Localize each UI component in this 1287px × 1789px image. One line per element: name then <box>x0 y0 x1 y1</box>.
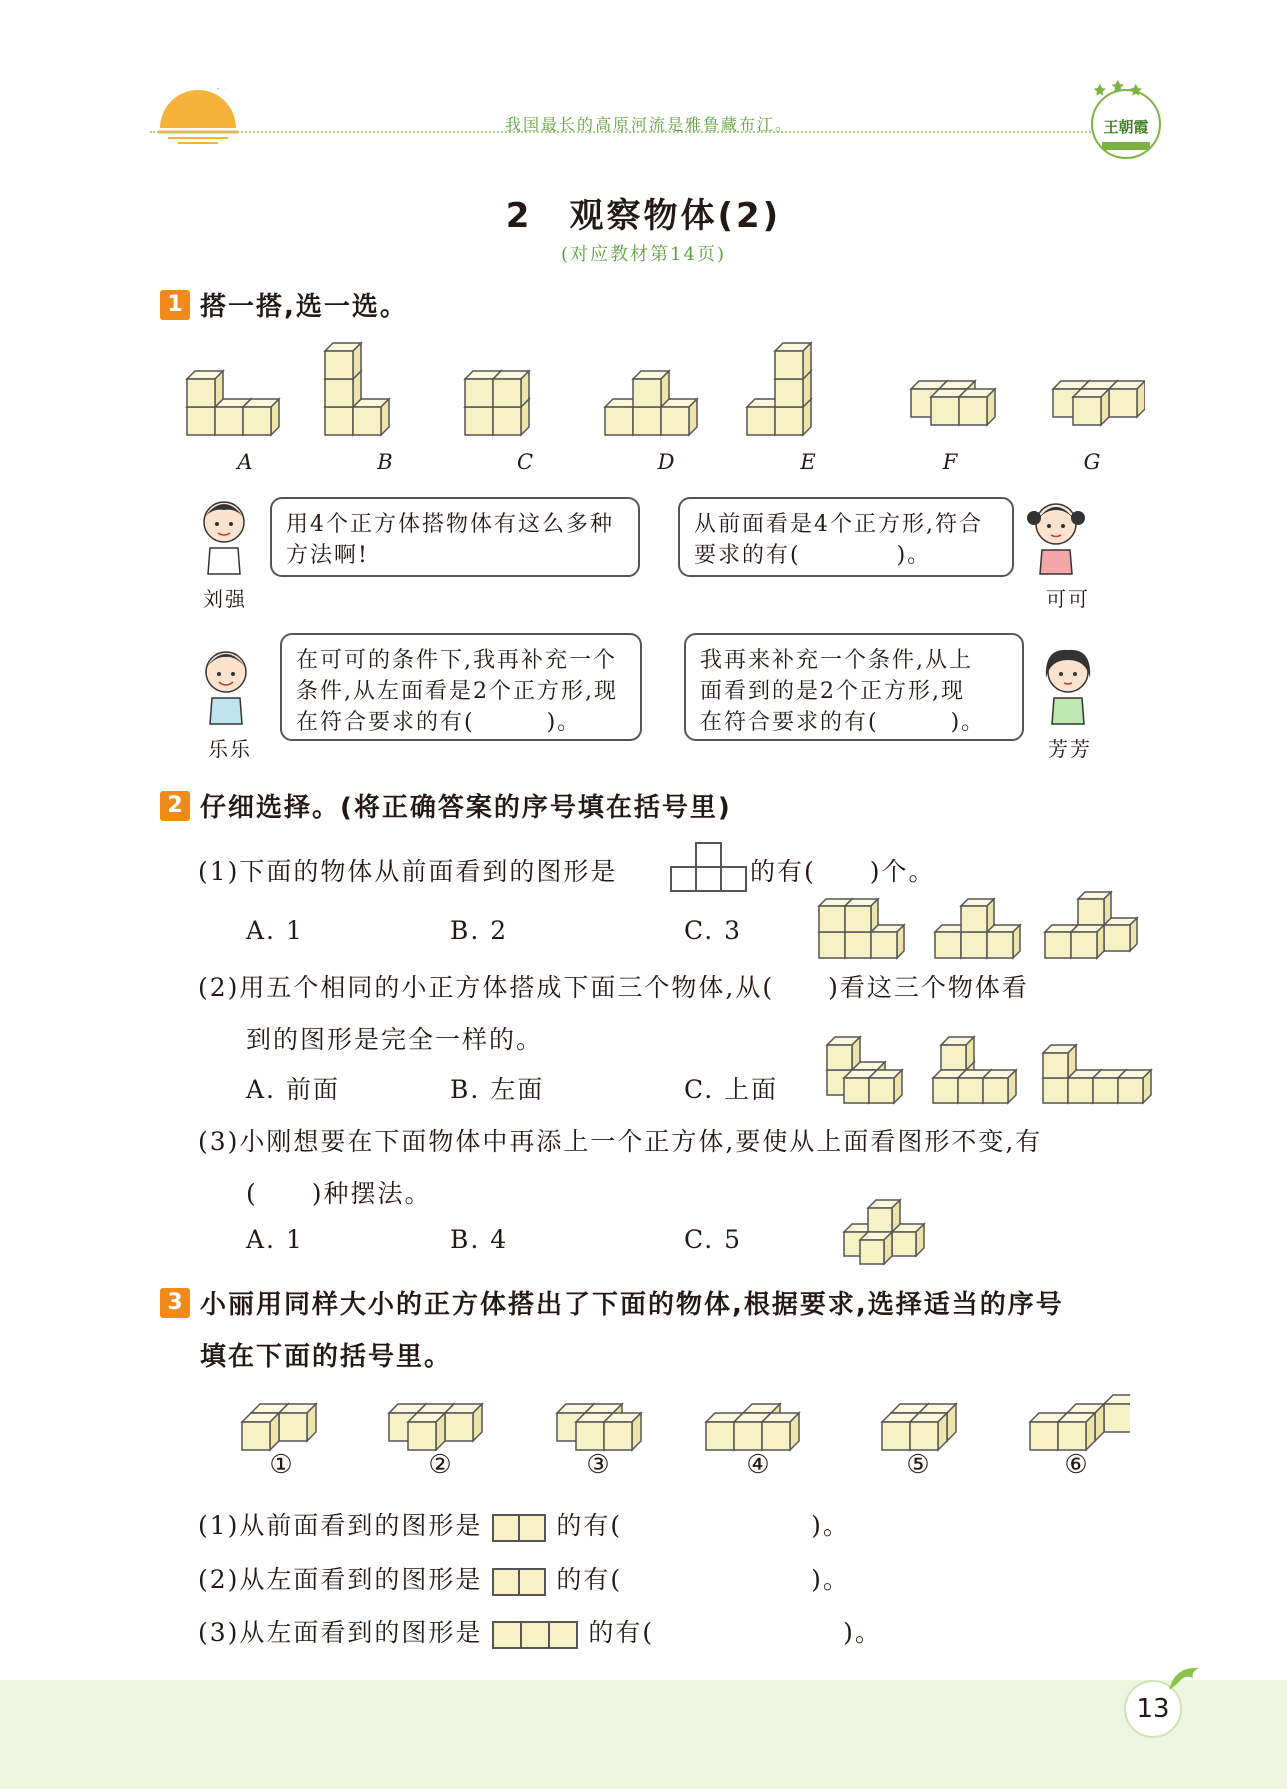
cube-face <box>827 1045 852 1070</box>
cube-face <box>1013 925 1020 958</box>
cube-face <box>845 932 871 958</box>
cube-face <box>819 906 845 932</box>
cube-face <box>935 932 961 958</box>
cube-face <box>1073 397 1101 425</box>
girl-fangfang-avatar <box>1038 644 1098 726</box>
figure-label-d: D <box>657 450 675 474</box>
q3-part2-stem: (2)从左面看到的图形是 <box>198 1565 483 1594</box>
cube-face <box>1093 1078 1118 1103</box>
page-subtitle: (对应教材第14页) <box>561 244 726 265</box>
q2-part1-option-a[interactable]: A. 1 <box>246 916 304 945</box>
keke-speech-bubble <box>678 497 1014 577</box>
cube-face <box>987 932 1013 958</box>
q1-cube-figures <box>185 330 1145 445</box>
cube-face <box>325 379 353 407</box>
cube-face <box>958 1078 983 1103</box>
cube-face <box>734 1422 762 1450</box>
q3-part3-stem: (3)从左面看到的图形是 <box>198 1618 483 1647</box>
bubble-line: 用4个正方体搭物体有这么多种 <box>286 512 614 537</box>
q3-label-1: ① <box>269 1450 293 1480</box>
cube-face <box>215 407 243 435</box>
cube-face <box>325 351 353 379</box>
cube-face <box>279 1413 307 1441</box>
cube-face <box>1130 918 1137 951</box>
cube-face <box>959 397 987 425</box>
q3-label-6: ⑥ <box>1064 1450 1088 1480</box>
figure-label-e: E <box>800 450 816 474</box>
cube-face <box>775 351 803 379</box>
cube-face <box>493 379 521 407</box>
cube-face <box>961 906 987 932</box>
q2-part1-option-b[interactable]: B. 2 <box>450 916 509 945</box>
q2-part1-stem-end: 的有( )个。 <box>750 857 936 886</box>
cube-face <box>1118 1078 1143 1103</box>
q3-label-4: ④ <box>746 1450 770 1480</box>
two-squares-shape <box>492 1511 546 1540</box>
cube-face <box>882 1422 910 1450</box>
publisher-logo <box>1088 78 1164 170</box>
q3-label-5: ⑤ <box>906 1450 930 1480</box>
bubble-line: 我再来补充一个条件,从上 <box>700 648 973 673</box>
q2-part2-objects <box>815 1025 1155 1105</box>
cube-face <box>1030 1422 1058 1450</box>
cube-face <box>819 932 845 958</box>
q3-part1-answer[interactable]: 的有( )。 <box>556 1511 850 1540</box>
q2-part2-option-c[interactable]: C. 上面 <box>684 1075 779 1104</box>
q2-part2-option-a[interactable]: A. 前面 <box>246 1075 340 1104</box>
dolphin-icon <box>1165 1660 1205 1700</box>
q2-part2-stem-line2: 到的图形是完全一样的。 <box>246 1025 544 1054</box>
question-3-title-line2: 填在下面的括号里。 <box>200 1342 453 1372</box>
liuqiang-speech-bubble <box>270 497 640 577</box>
cube-face <box>187 379 215 407</box>
cube-face <box>1104 925 1130 951</box>
question-number-3: 3 <box>160 1288 190 1318</box>
q2-part1-stem: (1)下面的物体从前面看到的图形是 <box>198 857 618 886</box>
cube-face <box>242 1422 270 1450</box>
cube-face <box>465 407 493 435</box>
bubble-line: 面看到的是2个正方形,现 <box>700 679 965 704</box>
keke-name: 可可 <box>1046 587 1090 611</box>
page-title: 2 观察物体(2) <box>505 196 782 236</box>
cube-face <box>465 379 493 407</box>
q3-part2 <box>198 1560 850 1596</box>
q2-part2-option-b[interactable]: B. 左面 <box>450 1075 545 1104</box>
cube-face <box>1043 1053 1068 1078</box>
three-squares-shape <box>492 1618 578 1647</box>
header-motto: 我国最长的高原河流是雅鲁藏布江。 <box>505 115 794 134</box>
q2-part3-option-b[interactable]: B. 4 <box>450 1225 509 1254</box>
bubble-line: 条件,从左面看是2个正方形,现 <box>296 679 618 704</box>
q2-part1-option-c[interactable]: C. 3 <box>684 916 743 945</box>
question-1-title: 搭一搭,选一选。 <box>200 292 408 322</box>
cube-face <box>1043 1078 1068 1103</box>
cube-face <box>633 407 661 435</box>
cube-face <box>325 407 353 435</box>
q3-part3 <box>198 1613 882 1649</box>
q3-part1 <box>198 1506 850 1542</box>
bubble-line: 从前面看是4个正方形,符合 <box>694 512 983 537</box>
cube-face <box>1071 932 1097 958</box>
figure-label-b: B <box>377 450 393 474</box>
question-number-2: 2 <box>160 791 190 821</box>
cube-face <box>661 407 689 435</box>
cube-face <box>633 379 661 407</box>
cube-face <box>933 1078 958 1103</box>
cube-face <box>897 925 904 958</box>
cube-face <box>844 1078 869 1103</box>
cube-face <box>243 407 271 435</box>
cube-face <box>1097 925 1104 958</box>
cube-face <box>706 1422 734 1450</box>
cube-face <box>604 1422 632 1450</box>
cube-face <box>983 1078 1008 1103</box>
bubble-line: 在可可的条件下,我再补充一个 <box>296 648 617 673</box>
question-number-1: 1 <box>160 290 190 320</box>
bubble-line: 在符合要求的有( )。 <box>296 710 582 735</box>
cube-face <box>775 379 803 407</box>
bubble-line: 方法啊! <box>286 543 369 568</box>
cube-face <box>871 899 878 932</box>
cube-face <box>762 1422 790 1450</box>
cube-face <box>845 906 871 932</box>
q3-label-2: ② <box>428 1450 452 1480</box>
cube-face <box>860 1240 884 1264</box>
boy-liuqiang-avatar <box>196 496 252 576</box>
svg-text:王朝霞: 王朝霞 <box>1103 118 1149 136</box>
figure-label-c: C <box>516 450 534 474</box>
cube-face <box>1104 1404 1130 1432</box>
figure-label-f: F <box>942 450 958 474</box>
q3-part2-answer[interactable]: 的有( )。 <box>556 1565 850 1594</box>
q3-part1-stem: (1)从前面看到的图形是 <box>198 1511 483 1540</box>
q2-part2-stem-line1: (2)用五个相同的小正方体搭成下面三个物体,从( )看这三个物体看 <box>198 973 1029 1002</box>
cube-face <box>1109 389 1137 417</box>
bubble-line: 要求的有( )。 <box>694 543 932 568</box>
q2-part3-stem-line2: ( )种摆法。 <box>246 1179 432 1208</box>
cube-face <box>605 407 633 435</box>
question-3-title-line1: 小丽用同样大小的正方体搭出了下面的物体,根据要求,选择适当的序号 <box>200 1290 1064 1320</box>
cube-face <box>445 1413 473 1441</box>
cube-face <box>576 1422 604 1450</box>
cube-face <box>775 407 803 435</box>
cube-face <box>868 1208 892 1232</box>
cube-face <box>1078 899 1104 925</box>
cube-face <box>1104 892 1111 925</box>
cube-face <box>871 932 897 958</box>
footer-band <box>0 1680 1287 1789</box>
cube-face <box>941 1045 966 1070</box>
q2-part3-object <box>832 1192 932 1267</box>
bubble-line: 在符合要求的有( )。 <box>700 710 986 735</box>
cube-face <box>187 407 215 435</box>
lele-name: 乐乐 <box>208 737 252 761</box>
girl-keke-avatar <box>1026 496 1086 576</box>
fangfang-name: 芳芳 <box>1048 737 1092 761</box>
cube-face <box>353 407 381 435</box>
lele-speech-bubble <box>280 633 642 741</box>
q3-part3-answer[interactable]: 的有( )。 <box>588 1618 882 1647</box>
q2-part3-option-a[interactable]: A. 1 <box>246 1225 304 1254</box>
cube-face <box>1104 1395 1130 1404</box>
cube-face <box>1058 1422 1086 1450</box>
cube-face <box>1068 1078 1093 1103</box>
q2-front-view-shape <box>670 841 750 893</box>
cube-face <box>747 407 775 435</box>
q2-part3-option-c[interactable]: C. 5 <box>684 1225 743 1254</box>
cube-face <box>931 397 959 425</box>
liuqiang-name: 刘强 <box>203 587 247 611</box>
question-2-title: 仔细选择。(将正确答案的序号填在括号里) <box>200 793 732 823</box>
q3-label-3: ③ <box>586 1450 610 1480</box>
cube-face <box>869 1078 894 1103</box>
cube-face <box>910 1422 938 1450</box>
q2-part1-objects <box>815 890 1145 960</box>
figure-label-a: A <box>237 450 253 474</box>
cube-face <box>408 1422 436 1450</box>
cube-face <box>961 932 987 958</box>
figure-label-g: G <box>1083 450 1101 474</box>
page-number: 13 <box>1124 1680 1182 1738</box>
cube-face <box>892 1232 916 1256</box>
cube-face <box>1045 932 1071 958</box>
q3-cube-figures <box>230 1385 1130 1455</box>
fangfang-speech-bubble <box>684 633 1024 741</box>
cube-face <box>987 899 994 932</box>
cube-face <box>493 407 521 435</box>
boy-lele-avatar <box>196 644 258 726</box>
sunset-icon <box>150 88 245 148</box>
q2-part3-stem-line1: (3)小刚想要在下面物体中再添上一个正方体,要使从上面看图形不变,有 <box>198 1127 1043 1156</box>
two-squares-shape <box>492 1565 546 1594</box>
